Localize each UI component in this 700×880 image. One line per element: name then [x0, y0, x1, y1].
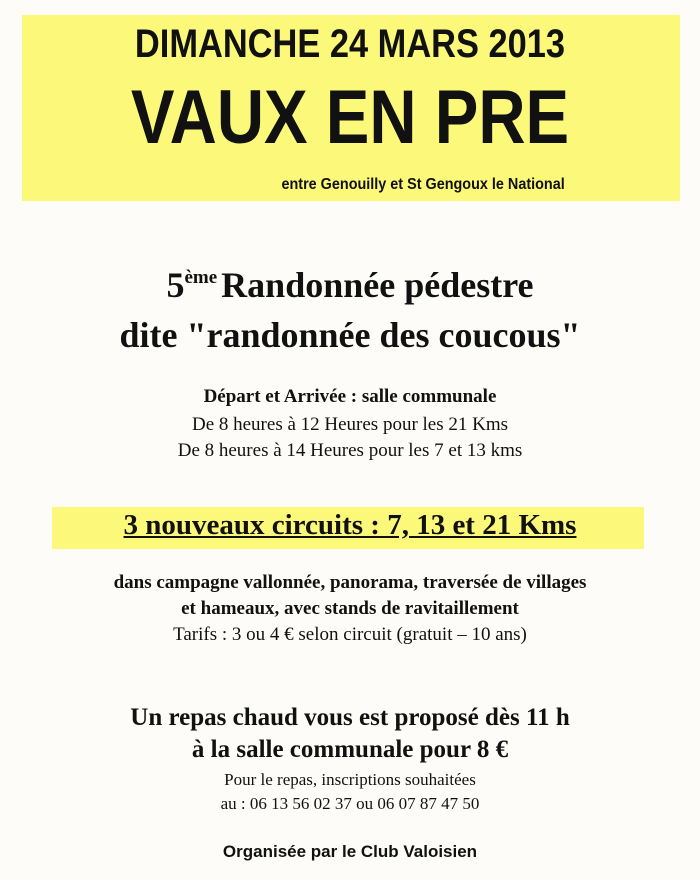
schedule-line-2: De 8 heures à 14 Heures pour les 7 et 13 kms: [177, 440, 523, 461]
ordinal-number: 5: [166, 265, 185, 305]
event-place: VAUX EN PRE: [130, 75, 570, 160]
meal-note: Pour le repas, inscriptions souhaitées: [224, 770, 476, 789]
prices: Tarifs : 3 ou 4 € selon circuit (gratuit – 10 ans): [173, 624, 527, 645]
event-date: DIMANCHE 24 MARS 2013: [134, 22, 566, 66]
location-text: entre Genouilly et St Gengoux le National: [281, 176, 565, 193]
meal-line-2: à la salle communale pour 8 €: [191, 736, 509, 763]
circuits-headline: 3 nouveaux circuits : 7, 13 et 21 Kms: [123, 509, 577, 541]
event-title-line2: dite "randonnée des coucous": [119, 315, 581, 355]
organizer: Organisée par le Club Valoisien: [222, 842, 478, 861]
meal-phones: au : 06 13 56 02 37 ou 06 07 87 47 50: [220, 794, 480, 813]
departure-info: Départ et Arrivée : salle communale: [203, 386, 497, 407]
description-line-1: dans campagne vallonnée, panorama, traversée de villages: [113, 572, 587, 593]
ordinal-suffix: ème: [184, 267, 218, 288]
meal-line-1: Un repas chaud vous est proposé dès 11 h: [130, 704, 570, 731]
schedule-line-1: De 8 heures à 12 Heures pour les 21 Kms: [191, 414, 509, 435]
description-line-2: et hameaux, avec stands de ravitaillement: [181, 598, 519, 619]
title-text: Randonnée pédestre: [221, 265, 534, 305]
event-title-line1: [0, 264, 700, 306]
location-subtitle: [22, 176, 680, 194]
